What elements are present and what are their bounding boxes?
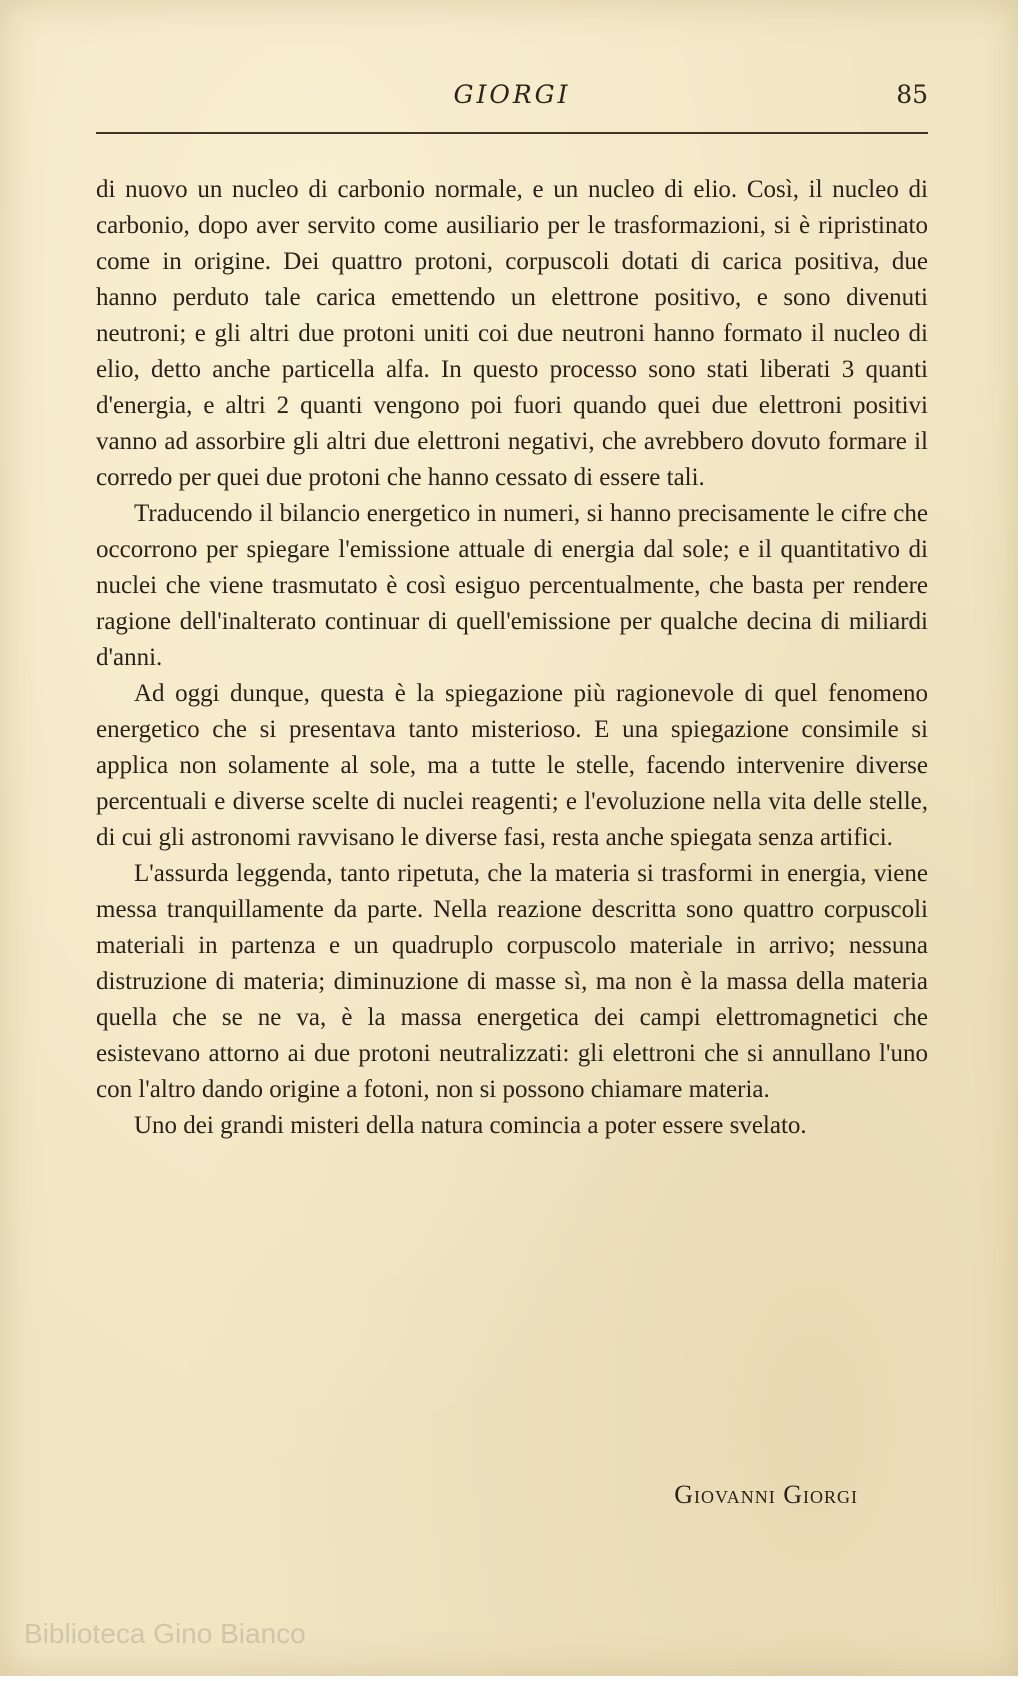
page-number: 85 bbox=[896, 80, 928, 109]
paragraph-5: Uno dei grandi misteri della natura comincia a poter essere svelato. bbox=[134, 1112, 807, 1139]
author-signature: Giovanni Giorgi bbox=[674, 1480, 858, 1509]
library-watermark: Biblioteca Gino Bianco bbox=[24, 1618, 306, 1649]
paragraph-2: Traducendo il bilancio energetico in numeri, si hanno precisamente le cifre che occorrono per spiegare l'emissione attuale di energia dal sole; e il quantitativo di nuclei che viene trasmutato è così esiguo percentualmente, che basta per rendere ragione dell'inalterato continuar di quell'emissione per qualche decina di miliardi d'anni. bbox=[96, 500, 928, 671]
page-header bbox=[96, 80, 928, 120]
paragraph-1: di nuovo un nucleo di carbonio normale, e un nucleo di elio. Così, il nucleo di carbonio, dopo aver servito come ausiliario per le trasformazioni, si è ripristinato come in origine. Dei quattro protoni, corpuscoli dotati di carica positiva, due hanno perduto tale carica emettendo un elettrone positivo, e sono divenuti neutroni; e gli altri due protoni uniti coi due neutroni hanno formato il nucleo di elio, detto anche particella alfa. In questo processo sono stati liberati 3 quanti d'energia, e altri 2 quanti vengono poi fuori quando quei due elettroni positivi vanno ad assorbire gli altri due elettroni negativi, che avrebbero dovuto formare il corredo per quei due protoni che hanno cessato di essere tali. bbox=[96, 176, 928, 491]
body-text bbox=[96, 172, 928, 1144]
paragraph-3: Ad oggi dunque, questa è la spiegazione più ragionevole di quel fenomeno energetico che si presentava tanto misterioso. E una spiegazione consimile si applica non solamente al sole, ma a tutte le stelle, facendo intervenire diverse percentuali e diverse scelte di nuclei reagenti; e l'evoluzione nella vita delle stelle, di cui gli astronomi ravvisano le diverse fasi, resta anche spiegata senza artifici. bbox=[96, 680, 928, 851]
paragraph-4: L'assurda leggenda, tanto ripetuta, che la materia si trasformi in energia, viene messa tranquillamente da parte. Nella reazione descritta sono quattro corpuscoli materiali in partenza e un quadruplo corpuscolo materiale in arrivo; nessuna distruzione di materia; diminuzione di masse sì, ma non è la massa della materia quella che se ne va, è la massa energetica dei campi elettromagnetici che esistevano attorno ai due protoni neutralizzati: gli elettroni che si annullano l'uno con l'altro dando origine a fotoni, non si possono chiamare materia. bbox=[96, 860, 928, 1103]
running-head: GIORGI bbox=[453, 80, 571, 109]
header-rule bbox=[96, 132, 928, 134]
